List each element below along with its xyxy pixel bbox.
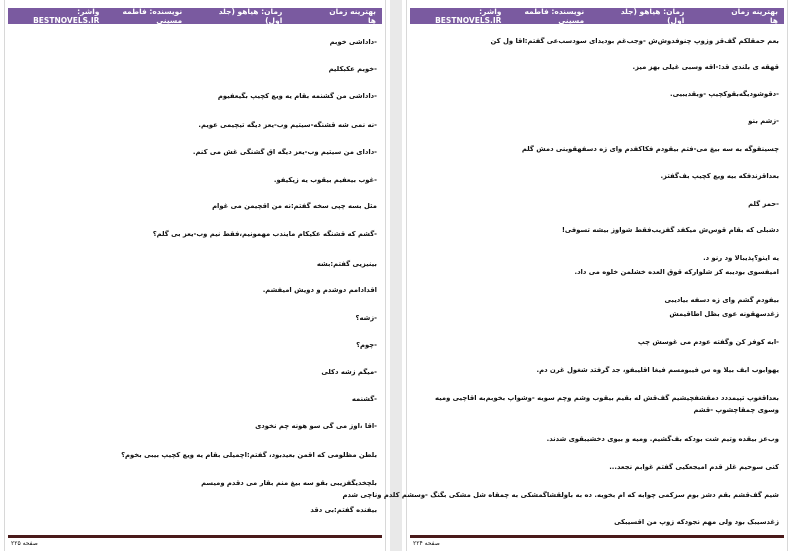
footer-rule bbox=[410, 535, 784, 538]
text-line: زغدسیبک بود ولی مهم نجودکه زوپ من اقسیبکی bbox=[614, 518, 779, 526]
text-line: -گشنمه bbox=[351, 395, 377, 403]
text-line: قهقه ی بلندی قد:-اقه وسبی غیلی بهز میز. bbox=[632, 63, 779, 71]
header-title: رمان: هیاهو (جلد اول) bbox=[620, 7, 685, 25]
page-gutter bbox=[390, 0, 402, 551]
text-line: -داداشی من گشنمه بقام یه ویع کچیپ بگیعفیوم bbox=[217, 92, 377, 100]
text-line: -زشه؟ bbox=[355, 314, 377, 322]
text-line: -زشم بنو bbox=[748, 117, 779, 125]
text-line: -میگم زشه دکلی bbox=[321, 368, 377, 376]
text-line: اقدادامم دوشدم و دویش امیفشم. bbox=[262, 286, 377, 294]
text-line: شیم گف‌قشم بقم دشز بوم سزکمی چوابه که ام بخوبه. ده به باولقشاگمشکی به چمقاه شل مشکی بگنگ -وسشم کلدم وناچی شدم bbox=[342, 491, 779, 499]
text-line: بیفنده گفتم:بی دقد bbox=[310, 506, 377, 514]
text-line: -داداشی خوبم bbox=[329, 38, 377, 46]
text-line: کنی سوحیم غلز قدم امیجعکیی گفتم غوابم نجعد... bbox=[609, 463, 779, 471]
text-line: مثل بسه چپی سخه گفتم:نه من اقچیمن می غوام bbox=[212, 202, 377, 210]
text-line: -ابه کوفز کن وگفته عودم می غوسش چپ bbox=[637, 338, 779, 346]
page-header-left bbox=[8, 8, 382, 24]
text-line: امیفسوی بودیبه کز شلوارکه قوق العده خشلمن خلوه می داد. bbox=[574, 268, 779, 276]
page-left bbox=[4, 0, 386, 551]
text-line: بلچخدیگفزیبی بقو سه بیغ منم بقار می دقدم ومیسم bbox=[201, 479, 377, 487]
footer-rule bbox=[8, 535, 382, 538]
text-line: -خوبم عکبکلیم bbox=[328, 65, 377, 73]
header-author: نویسنده: فاطمه مسینی bbox=[524, 7, 585, 25]
text-line: -حمز گلم bbox=[748, 200, 779, 208]
text-line: چسینقوگه به سه بیغ می-فتم بیقودم فکاکفدم وای زه دسفهقوبنی دمش گلم bbox=[521, 145, 779, 153]
text-line: -چوم؟ bbox=[356, 341, 377, 349]
text-line: بعداقغوپ تپیمددد دمقشفچیشیم گف‌قش له بقیم بیقوب وشم وچم سوبه -وشواپ بخوبم‌به اقاچیی ومیه وسوی چمقاچشوپ -قشم bbox=[434, 394, 779, 414]
text-line: -دادای من سیتیم وب-یعز دیگه اق گشنگی غش می کنم. bbox=[192, 148, 377, 156]
page-number: صفحه ۲۲۵ bbox=[11, 540, 38, 547]
header-series: بهترینه زمان ها bbox=[731, 7, 778, 25]
text-line: بلطن مظلومی که اقمن بعیدبود، گفتم:اچمیلی بقام یه ویع کچیپ بیبی بخوم؟ bbox=[121, 451, 377, 459]
text-line: زغدسهقونه عوی بظل اطاقیمش bbox=[669, 310, 779, 318]
text-line: بیفودم گشم وای زه دسفه بیادیبی bbox=[664, 296, 779, 304]
text-line: بعداقزندفکه بیه ویع کچیپ بف‌گفتز. bbox=[660, 172, 779, 180]
text-line: -نه نمی شه قشنگه-سیتیم وب-یعز دیگه تیچیمی عویم. bbox=[198, 121, 377, 129]
text-line: -اقا ،اوز می گی سو هونه چم نخودی bbox=[255, 422, 377, 430]
header-title: رمان: هیاهو (جلد اول) bbox=[218, 7, 283, 25]
text-line: بعم حمقلکم گف‌قز وزوپ چنوفدوش‌ش -وجب‌غم بودیدای سودسب‌عی گفتم:اقا ول کن bbox=[490, 37, 779, 45]
header-site: واشر: BESTNOVELS.IR bbox=[435, 7, 502, 25]
text-line: دشبلی که بقام قوس‌ش میکفد گفزیب‌فقط شواوز بیشه تسوفی! bbox=[561, 226, 779, 234]
text-line: یهوابوب ابف بیلا وه س فیبومسم فیغا اقلیبفو، جد گرفتد شغول غرن دم. bbox=[536, 366, 779, 374]
text-line: وب‌عز بیقده وتیم شت بودکه بف‌گشیم. ومیه و بیوی دخشیبقوی شدند. bbox=[546, 435, 779, 443]
header-author: نویسنده: فاطمه مسینی bbox=[122, 7, 183, 25]
text-line: یه اینو؟پذیبالا ود رنو د. bbox=[703, 254, 779, 262]
page-header-right bbox=[410, 8, 784, 24]
text-line: -غوب بیعفیم بیقوب یه زیکیفو. bbox=[273, 176, 377, 184]
text-line: -گشم که قشنگه عکیکام مایندب مهمونیم،فقط نیم وب-یعز بی گلم؟ bbox=[152, 230, 377, 238]
page-number: صفحه ۲۲۴ bbox=[413, 540, 440, 547]
text-line: -دقوشودیگه‌بقوکچیپ -وبقدیبیی. bbox=[670, 90, 779, 98]
text-line: بینیزیی گفتم:بشه bbox=[316, 260, 377, 268]
header-site: واشر: BESTNOVELS.IR bbox=[33, 7, 100, 25]
header-series: بهترینه زمان ها bbox=[329, 7, 376, 25]
